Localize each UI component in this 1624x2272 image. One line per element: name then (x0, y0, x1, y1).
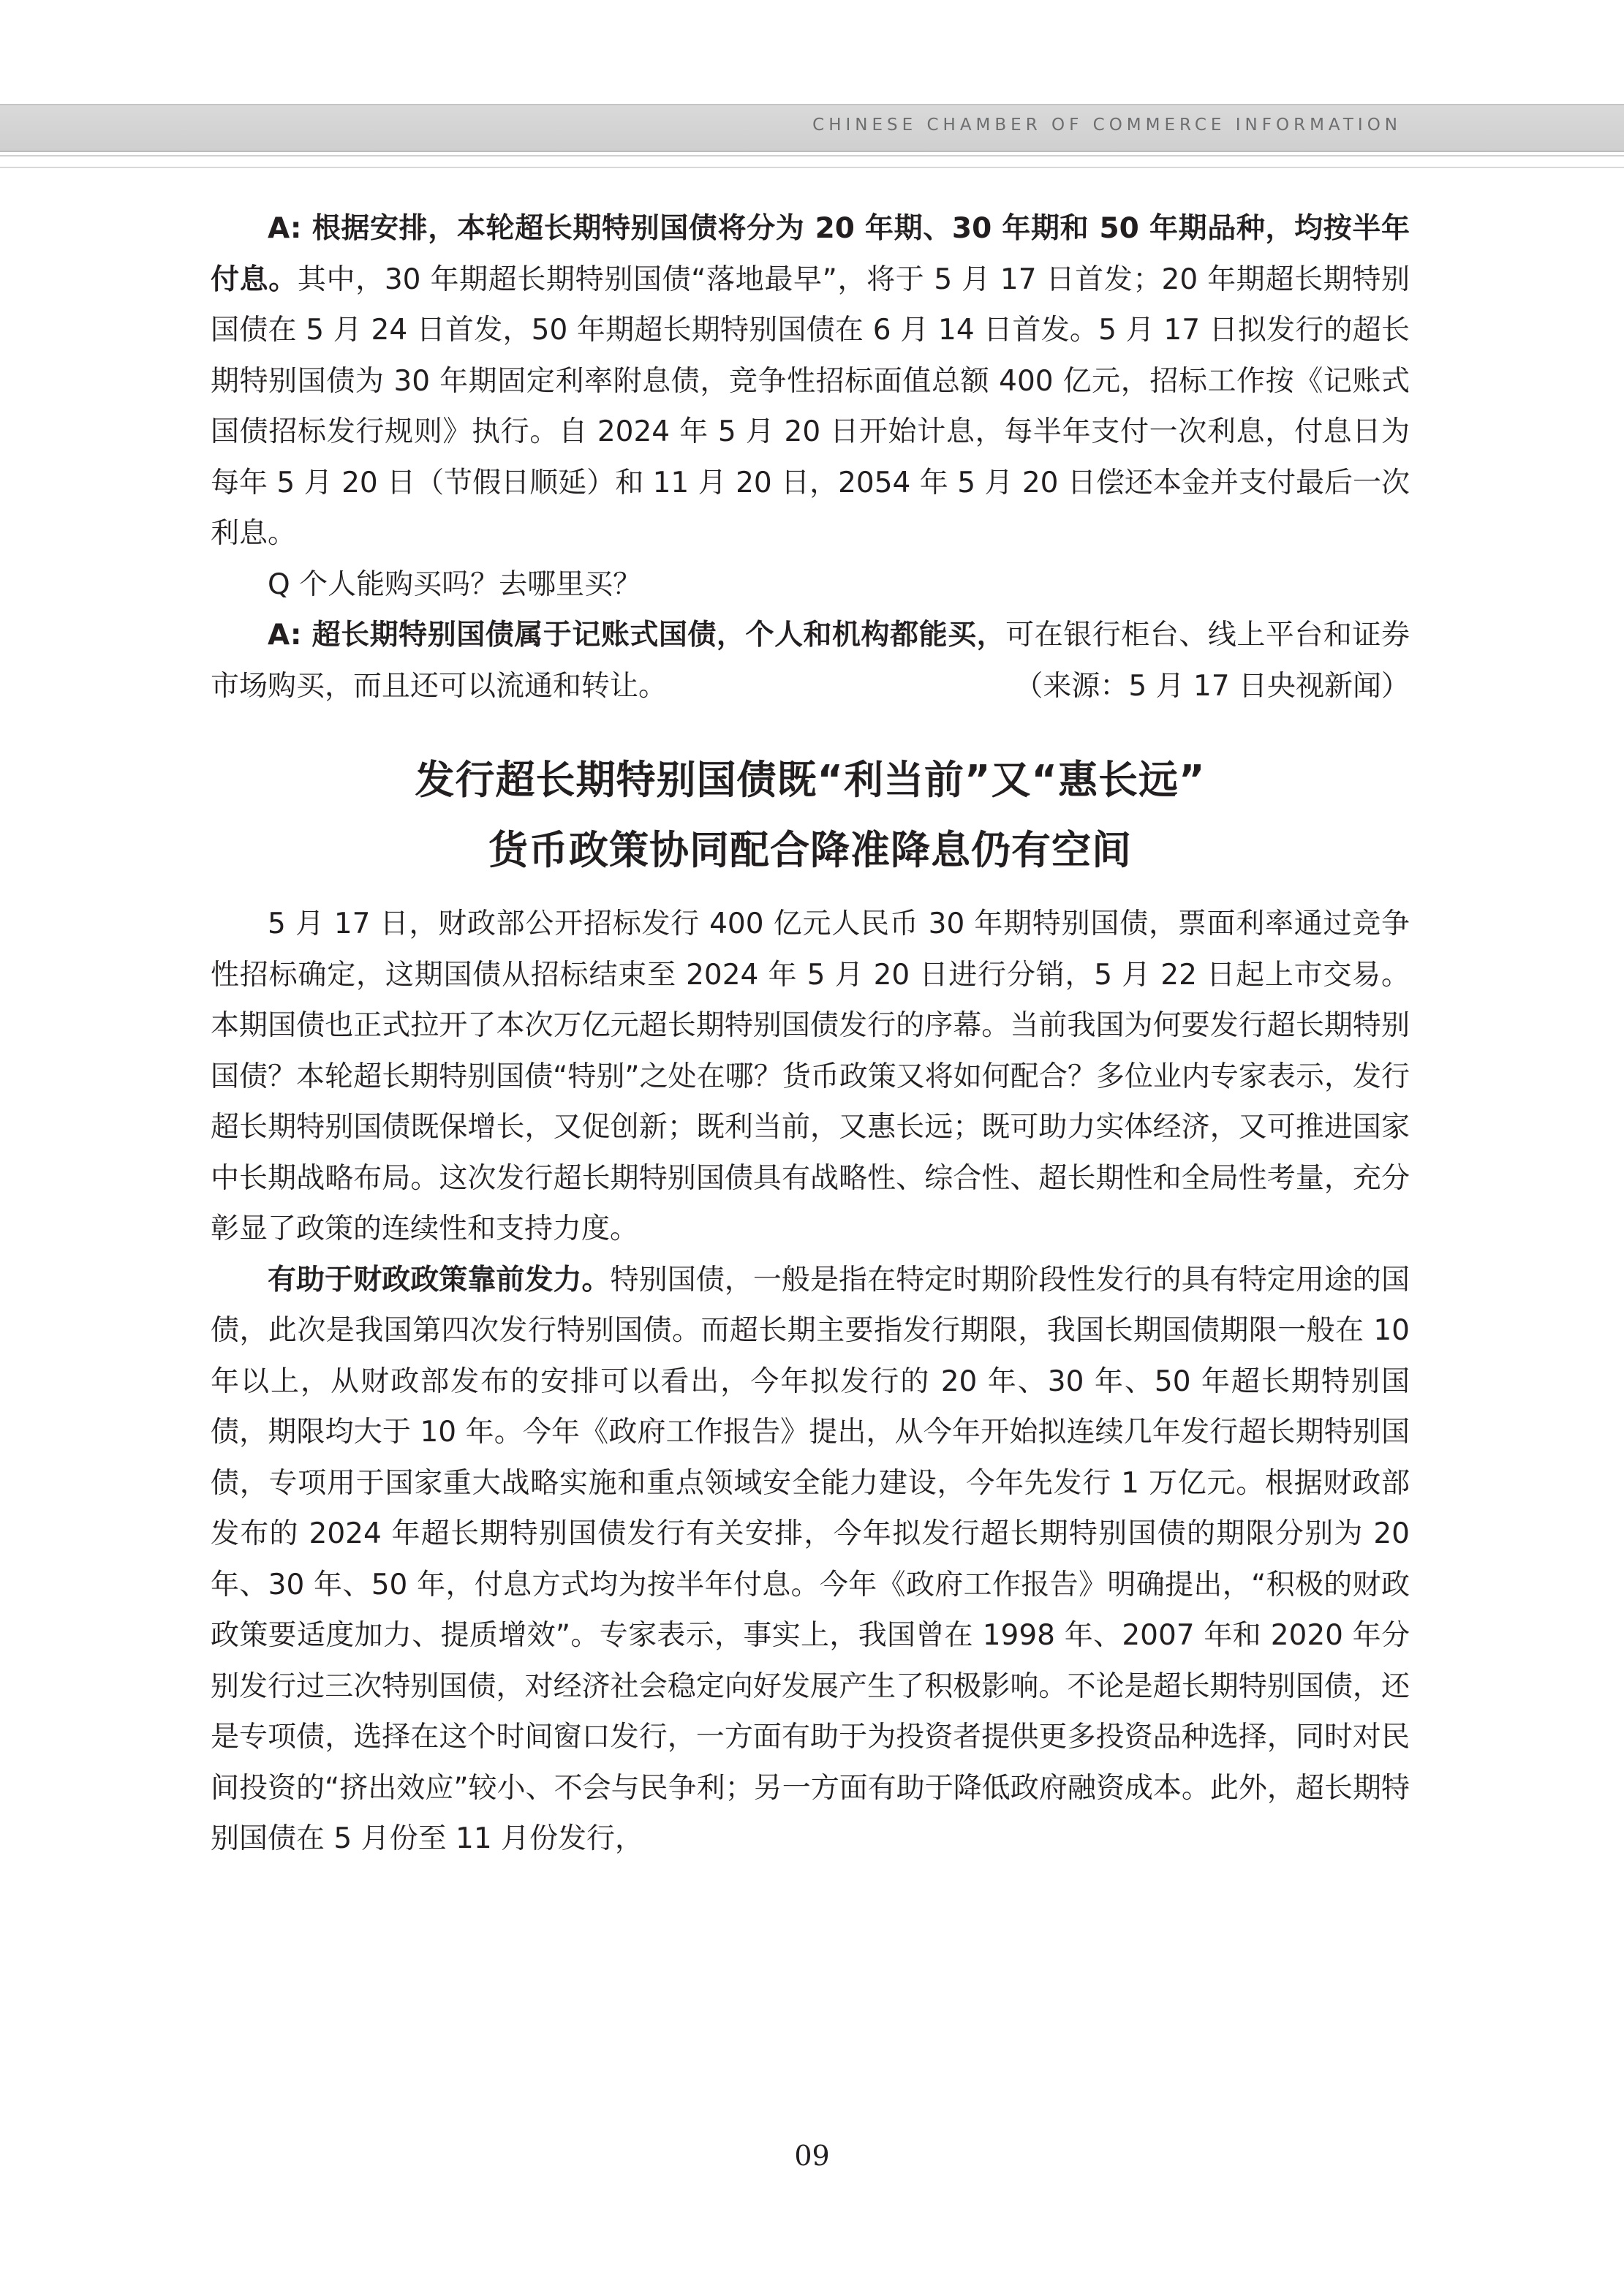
article-title (211, 745, 1410, 886)
source-note: （来源：5 月 17 日央视新闻） (1014, 669, 1410, 703)
page-number: 09 (794, 2140, 830, 2172)
article-title-line-2: 货币政策协同配合降准降息仍有空间 (488, 827, 1132, 873)
header-divider (0, 155, 1624, 168)
article-paragraph-2 (211, 1255, 1410, 1865)
running-header: CHINESE CHAMBER OF COMMERCE INFORMATION (812, 116, 1402, 135)
question-2: Q 个人能购买吗？去哪里买？ (268, 567, 642, 601)
article-paragraph-1: 5 月 17 日，财政部公开招标发行 400 亿元人民币 30 年期特别国债，票面利率通过竞争性招标确定，这期国债从招标结束至 2024 年 5 月 20 日进行分销，5 月 22 日起上市交易。本期国债也正式拉开了本次万亿元超长期特别国债发行的序幕。当前我国为何要发行超长期特别国债？本轮超长期特别国债“特别”之处在哪？货币政策又将如何配合？多位业内专家表示，发行超长期特别国债既保增长，又促创新；既利当前，又惠长远；既可助力实体经济，又可推进国家中长期战略布局。这次发行超长期特别国债具有战略性、综合性、超长期性和全局性考量，充分彰显了政策的连续性和支持力度。 (211, 907, 1410, 1245)
page-content (211, 203, 1410, 1865)
article-paragraph-2-body: 特别国债，一般是指在特定时期阶段性发行的具有特定用途的国债，此次是我国第四次发行特别国债。而超长期主要指发行期限，我国长期国债期限一般在 10 年以上，从财政部发布的安排可以看出，今年拟发行的 20 年、30 年、50 年超长期特别国债，期限均大于 10 年。今年《政府工作报告》提出，从今年开始拟连续几年发行超长期特别国债，专项用于国家重大战略实施和重点领域安全能力建设，今年先发行 1 万亿元。根据财政部发布的 2024 年超长期特别国债发行有关安排，今年拟发行超长期特别国债的期限分别为 20 年、30 年、50 年，付息方式均为按半年付息。今年《政府工作报告》明确提出，“积极的财政政策要适度加力、提质增效”。专家表示，事实上，我国曾在 1998 年、2007 年和 2020 年分别发行过三次特别国债，对经济社会稳定向好发展产生了积极影响。不论是超长期特别国债，还是专项债，选择在这个时间窗口发行，一方面有助于为投资者提供更多投资品种选择，同时对民间投资的“挤出效应”较小、不会与民争利；另一方面有助于降低政府融资成本。此外，超长期特别国债在 5 月份至 11 月份发行， (211, 1263, 1410, 1855)
answer-1 (211, 203, 1410, 559)
answer-2-lead: A: 超长期特别国债属于记账式国债，个人和机构都能买， (268, 619, 1006, 652)
article-paragraph-2-lead: 有助于财政政策靠前发力。 (268, 1263, 611, 1297)
answer-2 (211, 610, 1410, 712)
article-title-line-1: 发行超长期特别国债既“利当前”又“惠长远” (415, 757, 1206, 803)
answer-2-body: 可在银行柜台、线上平台和证券市场购买，而且还可以流通和转让。 (211, 619, 1410, 703)
answer-1-lead: A: 根据安排，本轮超长期特别国债将分为 20 年期、30 年期和 50 年期品种，均按半年付息。 (211, 212, 1410, 296)
answer-1-body: 其中，30 年期超长期特别国债“落地最早”，将于 5 月 17 日首发；20 年期超长期特别国债在 5 月 24 日首发，50 年期超长期特别国债在 6 月 14 日首发。5 月 17 日拟发行的超长期特别国债为 30 年期固定利率附息债，竞争性招标面值总额 400 亿元，招标工作按《记账式国债招标发行规则》执行。自 2024 年 5 月 20 日开始计息，每半年支付一次利息，付息日为每年 5 月 20 日（节假日顺延）和 11 月 20 日，2054 年 5 月 20 日偿还本金并支付最后一次利息。 (211, 263, 1410, 550)
